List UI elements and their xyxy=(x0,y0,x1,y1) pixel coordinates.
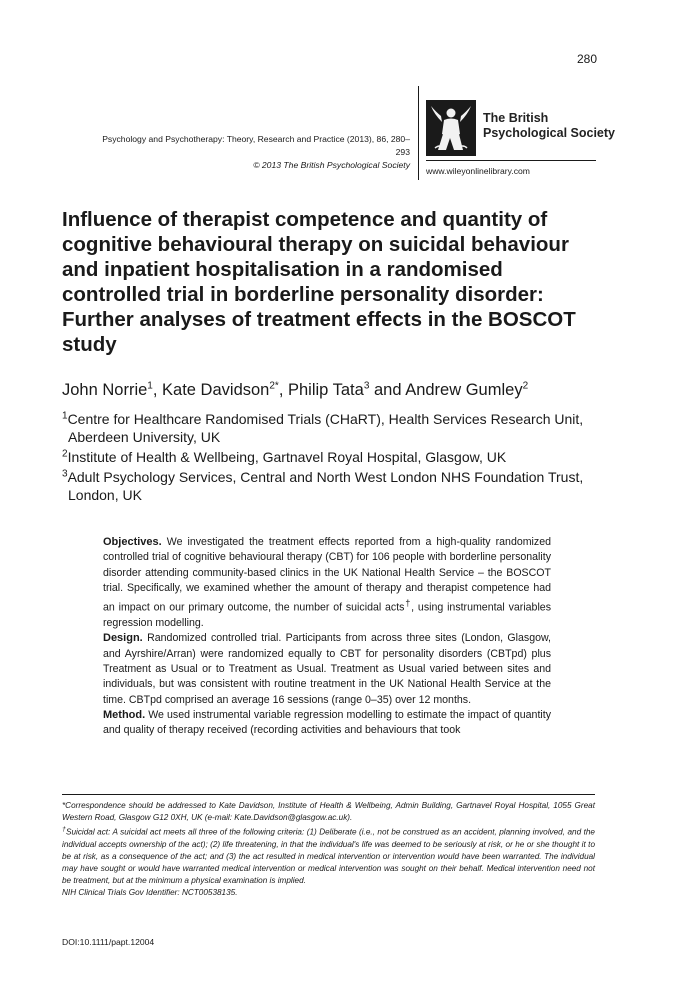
journal-copyright: © 2013 The British Psychological Society xyxy=(253,160,410,170)
affiliation-3 xyxy=(62,468,622,504)
affiliation-line: London, UK xyxy=(68,487,142,503)
publisher-name-line1: The British xyxy=(483,111,549,125)
footnotes xyxy=(62,800,595,899)
footnote-trial-id: NIH Clinical Trials Gov Identifier: NCT00538135. xyxy=(62,888,238,898)
author-affiliation-mark: 2 xyxy=(522,380,529,392)
abstract-text: Randomized controlled trial. Participants from across three sites (London, Glasgow, and Ayrshire/Arran) were randomized equally to CBT for personality disorders (CBTpd) plus Treatment as Usual or to Treatment as Usual. Treatment as Usual varied between sites and individuals, but was consistent with routine treatment in the UK National Health Service at the time. CBTpd comprised an average 16 sessions (range 0–35) over 12 months. xyxy=(103,632,551,706)
affiliation-1 xyxy=(62,410,622,446)
abstract-objectives xyxy=(103,535,551,631)
footnote-mark: † xyxy=(404,598,412,609)
affiliation-line: Institute of Health & Wellbeing, Gartnavel Royal Hospital, Glasgow, UK xyxy=(67,449,507,465)
abstract-heading: Objectives. xyxy=(103,536,162,548)
affiliation-line: Aberdeen University, UK xyxy=(68,429,221,445)
abstract-heading: Design. xyxy=(103,632,143,645)
affiliation-line: Adult Psychology Services, Central and North West London NHS Foundation Trust, xyxy=(67,469,584,485)
abstract-text: We used instrumental variable regression modelling to estimate the impact of quantity and quality of therapy received (recording activities and behaviours that took xyxy=(103,708,551,737)
abstract-text: We investigated the treatment effects reported from a high-quality randomized controlled trial of cognitive behavioural therapy (CBT) for 106 people with borderline personality disorder attending community-based clinics in the UK National Health Service – the BOSCOT trial. Specifically, we examined whether the amount of therapy and therapist competence had an impact on our primary outcome, the number of suicidal acts xyxy=(103,536,551,614)
abstract-heading: Method. xyxy=(103,708,146,721)
author-separator: , xyxy=(278,381,288,399)
affiliation-mark: 1 xyxy=(62,410,68,422)
footnote-suicidal-act xyxy=(62,824,595,887)
affiliation-mark: 3 xyxy=(62,468,68,480)
journal-citation: Psychology and Psychotherapy: Theory, Research and Practice (2013), 86, 280–293 xyxy=(102,134,410,157)
page-number: 280 xyxy=(576,52,597,66)
author-affiliation-mark: 2* xyxy=(269,380,279,392)
affiliation-line: Centre for Healthcare Randomised Trials (CHaRT), Health Services Research Unit, xyxy=(67,411,584,427)
footnote-text: Suicidal act: A suicidal act meets all three of the following criteria: (1) Deliberate (i.e., not be construed as an accident, planning involved, and the individual accepts ownership of the act); (2) life threatening, in that the individual's life was deemed to be seriously at risk, or he or she thought it to be at risk, as a consequence of the act; and (3) the act resulted in medical intervention or intervention would have been warranted. The individual may have sought or would have warranted medical intervention or medical intervention was sought on their behalf. Medical intervention need not be treatment, but at the minimum a physical examination is implied. xyxy=(62,827,595,886)
affiliation-mark: 2 xyxy=(62,448,68,460)
bps-logo-icon xyxy=(426,100,476,156)
footnote-divider xyxy=(62,794,595,795)
footnote-correspondence: *Correspondence should be addressed to Kate Davidson, Institute of Health & Wellbeing, Admin Building, Gartnavel Royal Hospital, 1055 Great Western Road, Glasgow G12 0XH, UK (e-mail: Kate.Davidson@glasgow.ac.uk). xyxy=(62,801,595,823)
author-list xyxy=(62,381,528,400)
abstract-text: , using instrumental variables regression modelling. xyxy=(103,601,551,630)
author-name: Philip Tata xyxy=(287,381,364,399)
author-name: Kate Davidson xyxy=(162,381,270,399)
abstract xyxy=(103,535,551,738)
publisher-url[interactable]: www.wileyonlinelibrary.com xyxy=(426,166,530,176)
publisher-name xyxy=(483,111,615,141)
author-separator: , xyxy=(152,381,163,399)
doi: DOI:10.1111/papt.12004 xyxy=(62,937,155,947)
publisher-name-line2: Psychological Society xyxy=(483,126,615,140)
footnote-mark: † xyxy=(62,826,66,834)
header-divider-horizontal xyxy=(426,160,596,161)
author-affiliation-mark: 1 xyxy=(147,380,153,392)
author-affiliation-mark: 3 xyxy=(363,380,370,392)
journal-citation-block xyxy=(90,133,410,172)
header-divider-vertical xyxy=(418,86,419,180)
abstract-design xyxy=(103,631,551,707)
author-name: Andrew Gumley xyxy=(405,381,523,399)
author-name: John Norrie xyxy=(62,381,148,399)
abstract-method xyxy=(103,708,551,739)
affiliation-2 xyxy=(62,448,622,466)
author-separator: and xyxy=(369,381,406,399)
article-title: Influence of therapist competence and quantity of cognitive behavioural therapy on suicidal behaviour and inpatient hospitalisation in a randomised controlled trial in borderline personality disorder: Further analyses of treatment effects in the BOSCOT study xyxy=(62,208,576,356)
